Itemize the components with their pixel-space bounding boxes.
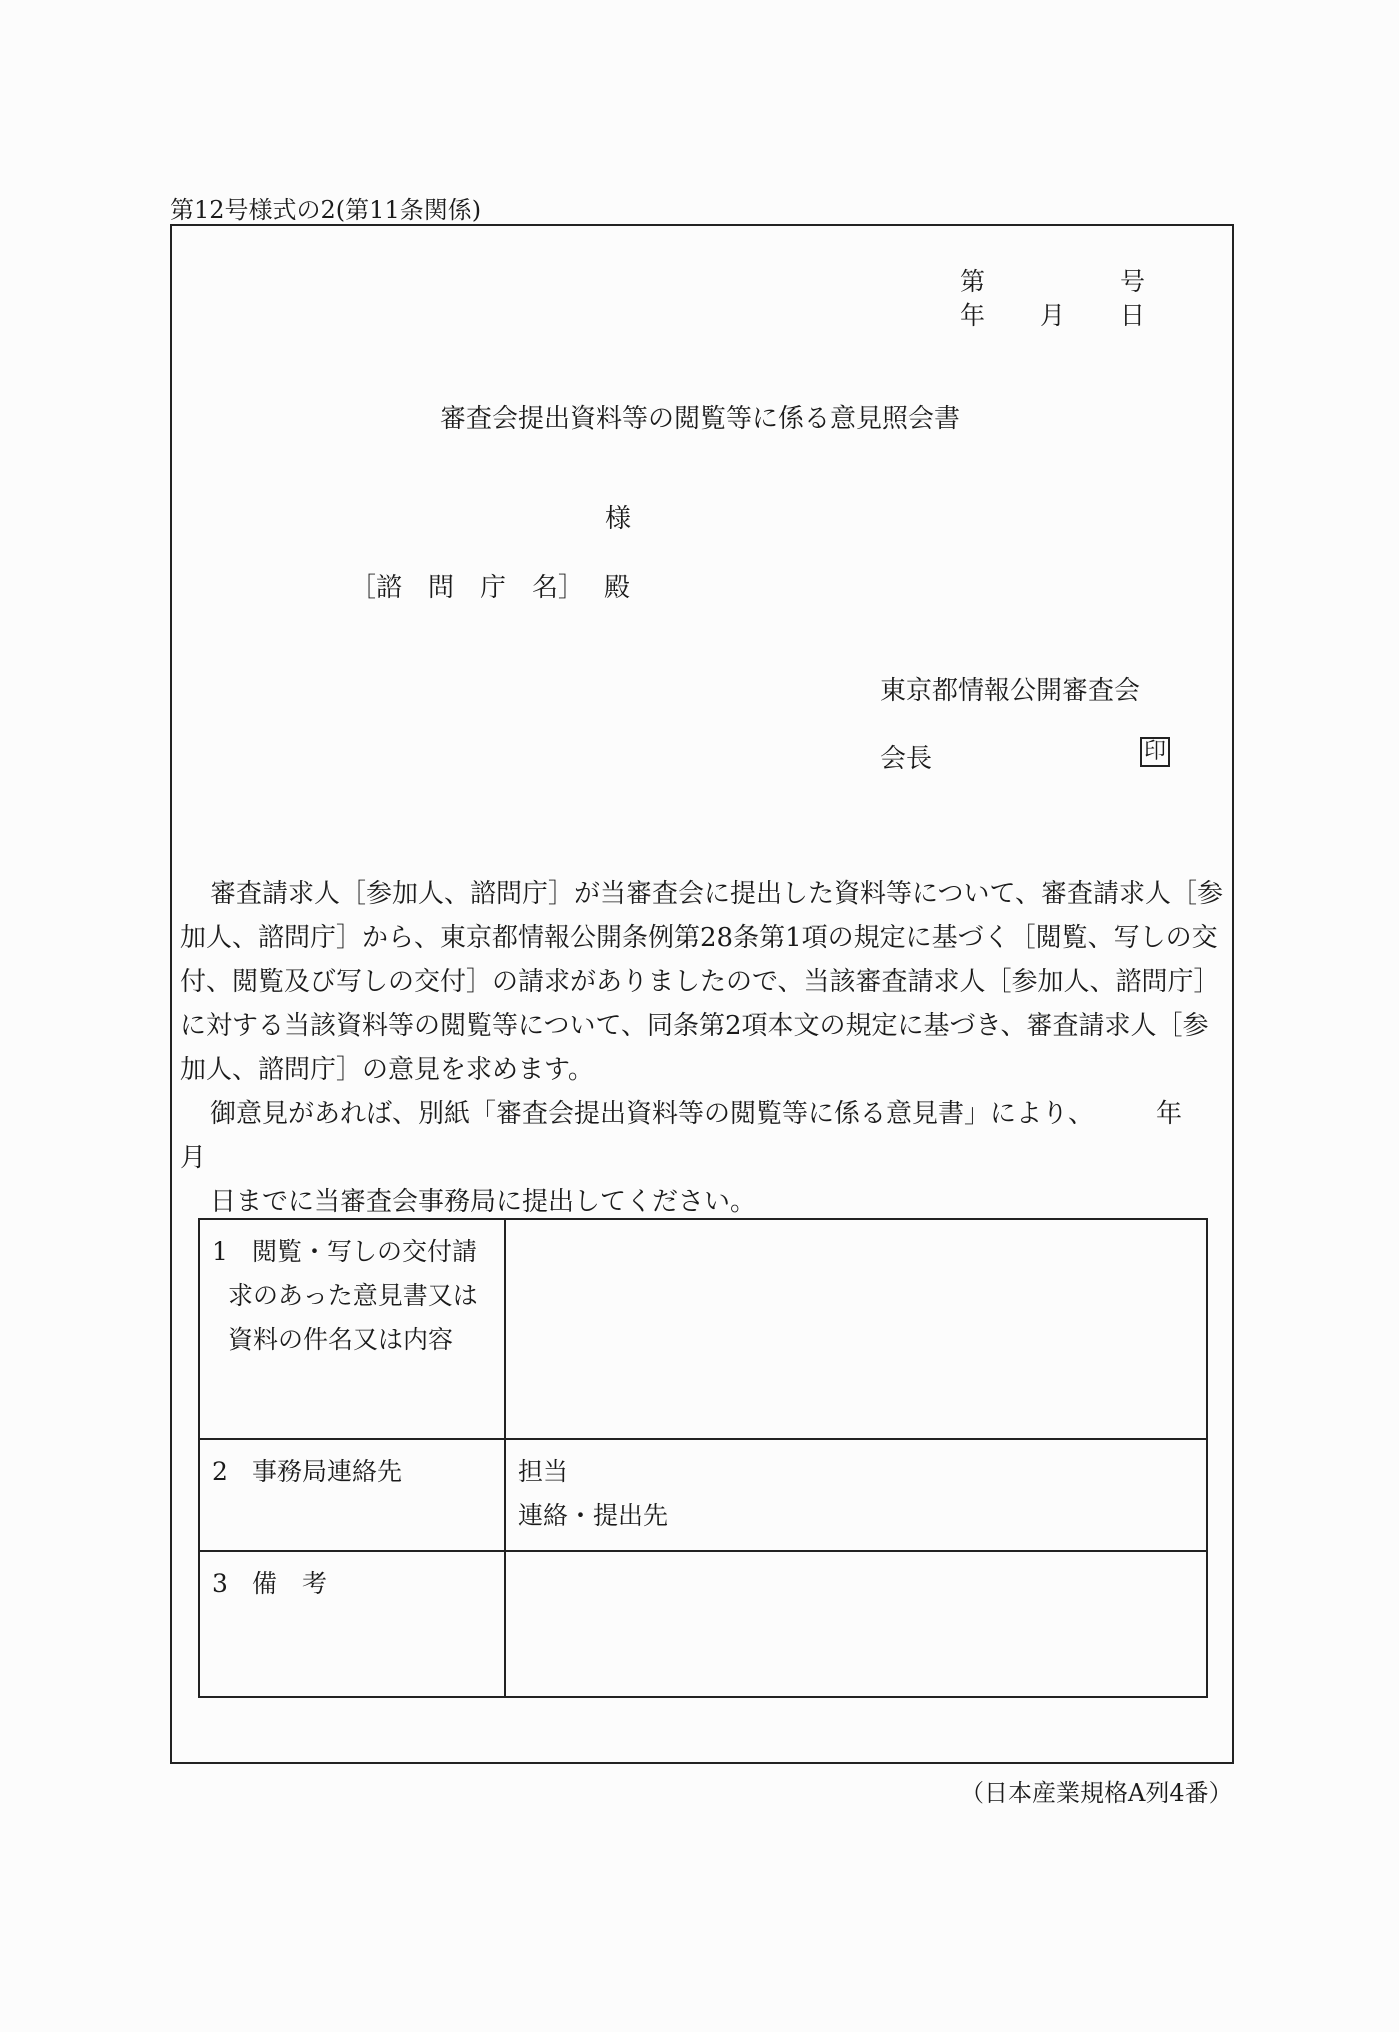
row3-label-cell <box>199 1551 505 1697</box>
row2-value-cell[interactable] <box>505 1439 1207 1551</box>
details-table <box>198 1218 1208 1698</box>
recipient-agency-placeholder: ［諮 問 庁 名］ <box>350 573 585 603</box>
document-title: 審査会提出資料等の閲覧等に係る意見照会書 <box>440 404 961 434</box>
sender-chair-label: 会長 <box>880 744 933 774</box>
recipient-honorific-dono: 殿 <box>604 573 631 603</box>
body-paragraph <box>180 872 1226 1224</box>
row2-label-cell <box>199 1439 505 1551</box>
date-day-label: 日 <box>1120 301 1146 330</box>
row2-label: 事務局連絡先 <box>252 1457 403 1486</box>
contact-destination-label: 連絡・提出先 <box>518 1501 669 1530</box>
seal-mark: 印 <box>1140 737 1170 767</box>
body-line: 付、閲覧及び写しの交付］の請求がありましたので、当該審査請求人［参加人、諮問庁］ <box>180 967 1220 997</box>
body-line: 加人、諮問庁］から、東京都情報公開条例第28条第1項の規定に基づく［閲覧、写しの交 <box>180 923 1218 953</box>
body-line6-text: 御意見があれば、別紙「審査会提出資料等の閲覧等に係る意見書」により、 <box>210 1099 1095 1129</box>
body-line: に対する当該資料等の閲覧等について、同条第2項本文の規定に基づき、審査請求人［参 <box>180 1011 1209 1041</box>
row1-label-cell <box>199 1219 505 1439</box>
row1-label-line1: 閲覧・写しの交付請 <box>252 1237 478 1266</box>
body-line: 審査請求人［参加人、諮問庁］が当審査会に提出した資料等について、審査請求人［参 <box>210 879 1223 909</box>
body-line-deadline <box>180 1092 1226 1180</box>
body-line: 日までに当審査会事務局に提出してください。 <box>210 1187 757 1217</box>
form-number-label: 第12号様式の2(第11条関係) <box>170 196 482 224</box>
deadline-month-label: 月 <box>180 1143 207 1173</box>
number-suffix: 号 <box>1120 267 1146 296</box>
row1-label-line2: 求のあった意見書又は <box>228 1281 478 1310</box>
table-row <box>199 1439 1207 1551</box>
row3-number: 3 <box>212 1569 228 1598</box>
paper-size-note: （日本産業規格A列4番） <box>960 1779 1233 1807</box>
row2-number: 2 <box>212 1457 228 1486</box>
body-line: 加人、諮問庁］の意見を求めます。 <box>180 1055 594 1085</box>
table-row <box>199 1219 1207 1439</box>
row3-label: 備 考 <box>252 1569 328 1598</box>
sender-organization: 東京都情報公開審査会 <box>880 676 1141 706</box>
date-year-label: 年 <box>960 301 986 330</box>
contact-person-label: 担当 <box>518 1457 569 1486</box>
date-month-label: 月 <box>1040 301 1066 330</box>
number-prefix: 第 <box>960 267 986 296</box>
table-row <box>199 1551 1207 1697</box>
row3-value-cell[interactable] <box>505 1551 1207 1697</box>
recipient-honorific-sama: 様 <box>605 504 632 534</box>
deadline-year-label: 年 <box>1156 1099 1183 1129</box>
row1-value-cell[interactable] <box>505 1219 1207 1439</box>
row1-label-line3: 資料の件名又は内容 <box>228 1325 454 1354</box>
row1-number: 1 <box>212 1237 228 1266</box>
